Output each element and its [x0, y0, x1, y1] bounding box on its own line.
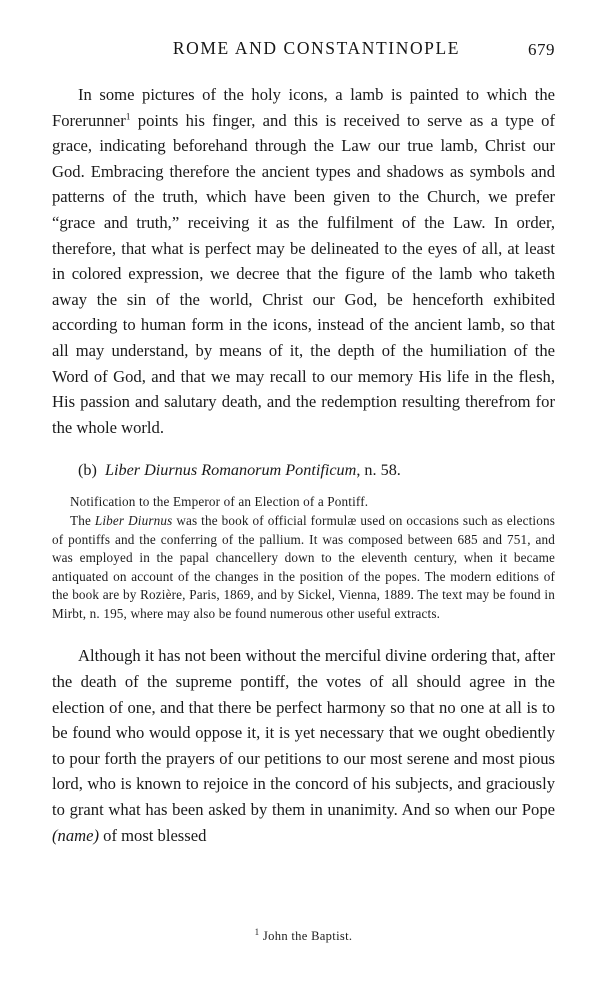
paragraph-1-text-part-2: points his finger, and this is received to serve as a type of grace, indicating beforehand through the Law our true lamb, Christ our God. Embracing therefore the ancient types and shadows as symbols and patterns of the truth, which have been given to the Church, we prefer “grace and truth,” receiving it as the fulfilment of the Law. In order, therefore, that what is perfect may be delineated to the eyes of all, at least in colored expression, we decree that the figure of the lamb who taketh away the sin of the world, Christ our God, be henceforth exhibited according to human form in the icons, instead of the ancient lamb, so that all may understand, by means of it, the depth of the humiliation of the Word of God, and that we may recall to our memory His life in the flesh, His passion and salutary death, and the redemption resulting therefrom for the whole world. — [52, 110, 555, 437]
subheading-label: (b) — [78, 461, 97, 480]
subheading-citation: , n. 58. — [356, 461, 401, 480]
paragraph-papal-election — [52, 643, 555, 848]
note-line-2 — [52, 512, 555, 624]
page-header — [52, 38, 555, 72]
paragraph-2-text: Although it has not been without the merciful divine ordering that, after the death of the supreme pontiff, the votes of all should agree in the election of one, and that there be perfect harmony so that no one at all is to be found who would oppose it, it is yet necessary that we ought obediently to pour forth the prayers of our petitions to our most serene and most pious lord, who is known to rejoice in the concord of his subjects, and graciously to grant what has been asked by them in unanimity. And so when our Pope — [52, 646, 555, 820]
running-title: ROME AND CONSTANTINOPLE — [172, 38, 461, 58]
note-line-1: Notification to the Emperor of an Election of a Pontiff. — [70, 494, 369, 510]
page-number: 679 — [528, 40, 555, 59]
note-line-2-italic-title: Liber Diurnus — [94, 512, 173, 528]
note-line-2-rest: was the book of official formulæ used on occasions such as elections of pontiffs and the conferring of the pallium. It was composed between 685 and 751, and was employed in the papal chancellery down to the eleventh century, when it became antiquated on account of the changes in the position of the popes. The modern editions of the book are by Rozière, Paris, 1869, and by Sickel, Vienna, 1889. The text may be found in Mirbt, n. 195, where may also be found numerous other useful extracts. — [52, 512, 556, 621]
footnote-marker-1: 1 — [125, 112, 131, 123]
note-line-2-start: The — [70, 512, 95, 528]
subheading-title: Liber Diurnus Romanorum Pontificum — [104, 461, 357, 480]
subheading-liber-diurnus — [52, 458, 555, 483]
paragraph-1-text-part-1: In some pictures of the holy icons, a lamb is painted to which the Forerunner — [52, 85, 555, 130]
paragraph-2-end: of most blessed — [99, 825, 207, 845]
paragraph-icons-decree — [52, 82, 555, 440]
section-spacer — [52, 623, 555, 643]
footnote-number: 1 — [254, 926, 260, 937]
footnote-text: John the Baptist. — [262, 929, 353, 943]
footnote-area — [0, 927, 607, 944]
paragraph-2-italic-name: (name) — [52, 825, 99, 845]
editorial-note — [52, 493, 555, 623]
